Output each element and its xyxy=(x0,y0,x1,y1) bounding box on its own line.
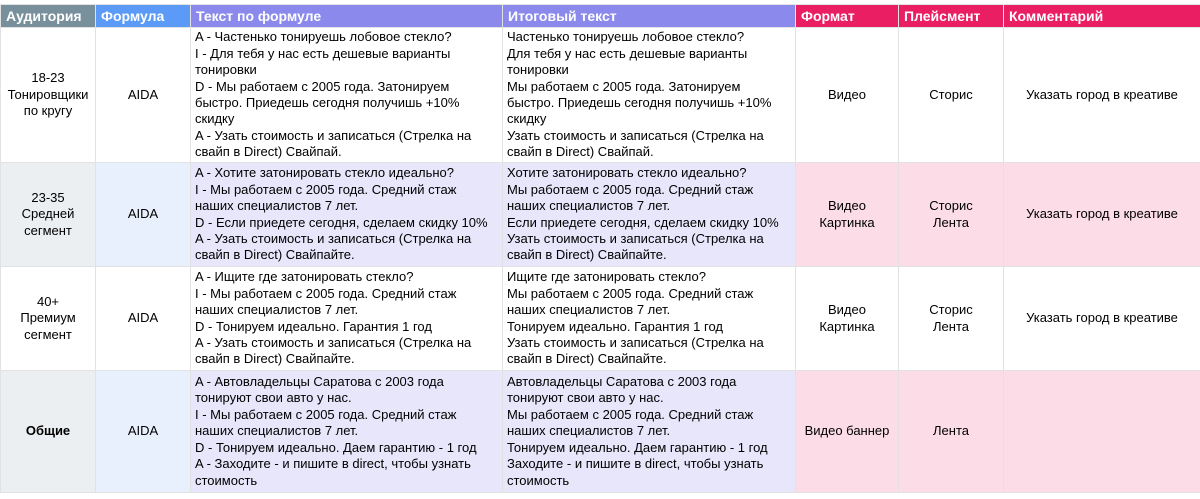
audience-cell-line: 40+ xyxy=(5,294,91,310)
table-row xyxy=(1,267,1200,371)
audience-cell-line: сегмент xyxy=(5,223,91,239)
header-formula[interactable]: Формула xyxy=(96,5,191,28)
formula-text-cell[interactable] xyxy=(191,28,503,163)
audience-cell-line: 23-35 xyxy=(5,190,91,206)
audience-cell-line: 18-23 xyxy=(5,70,91,86)
formula-text-cell-line: A - Узать стоимость и записаться (Стрелка на свайп в Direct) Свайпайте. xyxy=(195,335,498,368)
formula-text-cell-line: A - Узать стоимость и записаться (Стрелка на свайп в Direct) Свайпай. xyxy=(195,128,498,161)
audience-cell-line: Тонировщики xyxy=(5,87,91,103)
audience-cell-line: Премиум xyxy=(5,310,91,326)
format-cell-line: Видео xyxy=(800,198,894,214)
final-text-cell[interactable] xyxy=(503,163,796,267)
comment-cell[interactable] xyxy=(1004,371,1200,493)
formula-text-cell-line: A - Ищите где затонировать стекло? xyxy=(195,269,498,285)
formula-text-cell[interactable] xyxy=(191,163,503,267)
header-final-text[interactable]: Итоговый текст xyxy=(503,5,796,28)
format-cell-line: Видео xyxy=(800,87,894,103)
final-text-cell-line: Заходите - и пишите в direct, чтобы узнать стоимость xyxy=(507,456,791,489)
final-text-cell[interactable] xyxy=(503,267,796,371)
formula-text-cell-line: D - Тонируем идеально. Даем гарантию - 1 год xyxy=(195,440,498,456)
formula-text-cell-line: A - Хотите затонировать стекло идеально? xyxy=(195,165,498,181)
header-row xyxy=(1,5,1200,28)
format-cell[interactable] xyxy=(796,371,899,493)
formula-text-cell-line: A - Заходите - и пишите в direct, чтобы узнать стоимость xyxy=(195,456,498,489)
audience-cell-line: сегмент xyxy=(5,327,91,343)
format-cell-line: Картинка xyxy=(800,215,894,231)
placement-cell-line: Лента xyxy=(903,215,999,231)
audience-cell-line: по кругу xyxy=(5,103,91,119)
formula-text-cell-line: I - Мы работаем с 2005 года. Средний стаж наших специалистов 7 лет. xyxy=(195,407,498,440)
formula-text-cell-line: D - Тонируем идеально. Гарантия 1 год xyxy=(195,319,498,335)
placement-cell-line: Сторис xyxy=(903,302,999,318)
final-text-cell-line: Мы работаем с 2005 года. Средний стаж наших специалистов 7 лет. xyxy=(507,182,791,215)
format-cell[interactable] xyxy=(796,267,899,371)
final-text-cell-line: Частенько тонируешь лобовое стекло? xyxy=(507,29,791,45)
formula-text-cell-line: I - Мы работаем с 2005 года. Средний стаж наших специалистов 7 лет. xyxy=(195,286,498,319)
placement-cell-line: Лента xyxy=(903,319,999,335)
comment-cell[interactable]: Указать город в креативе xyxy=(1004,163,1200,267)
final-text-cell-line: Тонируем идеально. Даем гарантию - 1 год xyxy=(507,440,791,456)
final-text-cell-line: Ищите где затонировать стекло? xyxy=(507,269,791,285)
final-text-cell-line: Узать стоимость и записаться (Стрелка на свайп в Direct) Свайпайте. xyxy=(507,231,791,264)
audience-cell-line: Общие xyxy=(5,423,91,439)
formula-text-cell[interactable] xyxy=(191,267,503,371)
format-cell-line: Видео баннер xyxy=(800,423,894,439)
placement-cell[interactable] xyxy=(899,28,1004,163)
audience-cell[interactable] xyxy=(1,267,96,371)
final-text-cell-line: Мы работаем с 2005 года. Затонируем быстро. Приедешь сегодня получишь +10% скидку xyxy=(507,79,791,128)
header-audience[interactable]: Аудитория xyxy=(1,5,96,28)
format-cell[interactable] xyxy=(796,28,899,163)
formula-text-cell-line: I - Мы работаем с 2005 года. Средний стаж наших специалистов 7 лет. xyxy=(195,182,498,215)
final-text-cell-line: Автовладельцы Саратова с 2003 года тонируют свои авто у нас. xyxy=(507,374,791,407)
comment-cell[interactable]: Указать город в креативе xyxy=(1004,267,1200,371)
final-text-cell-line: Хотите затонировать стекло идеально? xyxy=(507,165,791,181)
formula-text-cell-line: D - Если приедете сегодня, сделаем скидку 10% xyxy=(195,215,498,231)
final-text-cell-line: Тонируем идеально. Гарантия 1 год xyxy=(507,319,791,335)
format-cell[interactable] xyxy=(796,163,899,267)
header-format[interactable]: Формат xyxy=(796,5,899,28)
formula-cell[interactable]: AIDA xyxy=(96,163,191,267)
formula-text-cell-line: I - Для тебя у нас есть дешевые варианты тонировки xyxy=(195,46,498,79)
formula-text-cell-line: A - Автовладельцы Саратова с 2003 года тонируют свои авто у нас. xyxy=(195,374,498,407)
header-comment[interactable]: Комментарий xyxy=(1004,5,1200,28)
final-text-cell[interactable] xyxy=(503,371,796,493)
format-cell-line: Видео xyxy=(800,302,894,318)
audience-cell[interactable] xyxy=(1,28,96,163)
final-text-cell-line: Для тебя у нас есть дешевые варианты тонировки xyxy=(507,46,791,79)
placement-cell[interactable] xyxy=(899,267,1004,371)
final-text-cell-line: Узать стоимость и записаться (Стрелка на свайп в Direct) Свайпайте. xyxy=(507,335,791,368)
placement-cell[interactable] xyxy=(899,371,1004,493)
placement-cell-line: Сторис xyxy=(903,87,999,103)
final-text-cell-line: Мы работаем с 2005 года. Средний стаж наших специалистов 7 лет. xyxy=(507,407,791,440)
spreadsheet-table xyxy=(0,4,1200,493)
formula-text-cell-line: A - Узать стоимость и записаться (Стрелка на свайп в Direct) Свайпайте. xyxy=(195,231,498,264)
table-row xyxy=(1,371,1200,493)
audience-cell[interactable] xyxy=(1,163,96,267)
final-text-cell-line: Мы работаем с 2005 года. Средний стаж наших специалистов 7 лет. xyxy=(507,286,791,319)
final-text-cell-line: Если приедете сегодня, сделаем скидку 10% xyxy=(507,215,791,231)
placement-cell-line: Лента xyxy=(903,423,999,439)
header-formula-text[interactable]: Текст по формуле xyxy=(191,5,503,28)
formula-cell[interactable]: AIDA xyxy=(96,267,191,371)
audience-cell[interactable] xyxy=(1,371,96,493)
formula-text-cell-line: A - Частенько тонируешь лобовое стекло? xyxy=(195,29,498,45)
final-text-cell[interactable] xyxy=(503,28,796,163)
format-cell-line: Картинка xyxy=(800,319,894,335)
table-row xyxy=(1,28,1200,163)
final-text-cell-line: Узать стоимость и записаться (Стрелка на свайп в Direct) Свайпай. xyxy=(507,128,791,161)
placement-cell[interactable] xyxy=(899,163,1004,267)
formula-cell[interactable]: AIDA xyxy=(96,371,191,493)
header-placement[interactable]: Плейсмент xyxy=(899,5,1004,28)
placement-cell-line: Сторис xyxy=(903,198,999,214)
formula-text-cell-line: D - Мы работаем с 2005 года. Затонируем быстро. Приедешь сегодня получишь +10% скидку xyxy=(195,79,498,128)
audience-cell-line: Средней xyxy=(5,206,91,222)
formula-text-cell[interactable] xyxy=(191,371,503,493)
comment-cell[interactable]: Указать город в креативе xyxy=(1004,28,1200,163)
table-row xyxy=(1,163,1200,267)
formula-cell[interactable]: AIDA xyxy=(96,28,191,163)
